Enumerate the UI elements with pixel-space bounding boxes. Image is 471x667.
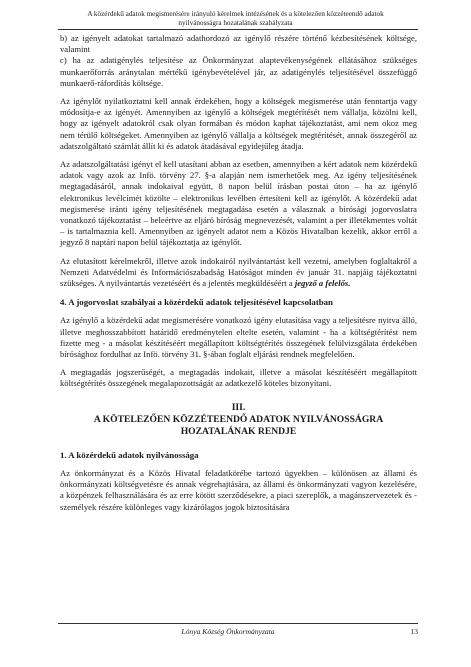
paragraph-b: b) az igényelt adatokat tartalmazó adathordozó az igénylő részére történő kézbesítésének költsége, valamint xyxy=(60,33,417,55)
page-number: 13 xyxy=(410,627,418,636)
paragraph-register xyxy=(60,256,417,290)
paragraph-statement: Az igénylőt nyilatkoztatni kell annak érdekében, hogy a költségek megismerése után fenntartja vagy módosítja-e az igényét. Amennyiben az igénylő a költségek megtérítését nem vállalja, közölni kell, hogy az igényelt adatokról csak olyan formában és módon kaphat tájékoztatást, ami nem okoz meg nem térülő költségeket. Amennyiben az igénylő vállalja a költségek megtérítését, annak összegéről az adatszolgáltató számlát állít ki és adatok átadásával egyidejűleg átadja. xyxy=(60,96,417,151)
register-text: Az elutasított kérelmekről, illetve azok indokairól nyilvántartást kell vezetni, amelyben foglaltakról a Nemzeti Adatvédelmi és Információszabadság Hatóságot minden év január 31. napjáig tájékoztatni szükséges. A nyilvántartás vezetéséért és a jelentés megküldéséért a xyxy=(60,255,417,289)
footer-text: Lónya Község Önkormányzata xyxy=(181,627,275,636)
header-line-2: nyilvánosságra hozatalának szabályzata xyxy=(178,19,293,27)
document-body xyxy=(60,33,417,520)
chapter-title-line-2: HOZATALÁNAK RENDJE xyxy=(180,425,297,437)
header-rule xyxy=(58,29,418,30)
chapter-number: III. xyxy=(231,401,246,413)
paragraph-publicity: Az önkormányzat és a Közös Hivatal feladatkörébe tartozó ügyekben – különösen az állami és önkormányzati költségvetésre és annak végrehajtására, az állami és önkormányzati vagyon kezelésére, a közpénzek felhasználására és az erre kötött szerződésekre, a piaci szereplők, a magánszervezetek és -személyek részére különleges vagy kizárólagos jogok biztosítására xyxy=(60,467,417,512)
chapter-heading xyxy=(60,402,417,438)
chapter-title-line-1: A KÖTELEZŐEN KÖZZÉTEENDŐ ADATOK NYILVÁNOSSÁGRA xyxy=(93,413,384,425)
paragraph-burden-of-proof: A megtagadás jogszerűségét, a megtagadás indokait, illetve a másolat készítéséért megállapított költségtérítés összegének megalapozottságát az adatkezelő köteles bizonyítani. xyxy=(60,367,417,389)
footer-rule xyxy=(58,623,418,624)
paragraph-court: Az igénylő a közérdekű adat megismerésére vonatkozó igény elutasítása vagy a teljesítésre nyitva álló, illetve meghosszabbított határidő eredménytelen eltelte esetén, valamint - ha a költségtérítést nem fizette meg - a másolat készítéséért megállapított költségtérítés összegének felülvizsgálata érdekében bírósághoz fordulhat az Infö. törvény 31. §-ában foglalt eljárási rendnek megfelelően. xyxy=(60,315,417,360)
paragraph-c: c) ha az adatigénylés teljesítése az Önkormányzat alaptevékenységének ellátásához szükséges munkaerőforrás aránytalan mértékű igénybevételével jár, az adatigénylés teljesítésével összefüggő munkaerő-ráfordítás költsége. xyxy=(60,55,417,88)
paragraph-refusal: Az adatszolgáltatási igényt el kell utasítani abban az esetben, amennyiben a kért adatok nem közérdekű adatok vagy azok az Infö. törvény 27. §-a alapján nem ismerhetőek meg. Az igény teljesítésének megtagadásáról, annak indokaival együtt, 8 napon belül írásban postai úton – ha az igénylő elektronikus levélcímét közölte – elektronikus levélben értesíteni kell az igénylőt. A közérdekű adat megismerése iránti igény teljesítésének megtagadása esetén a válasznak a bírósági jogorvoslatra vonatkozó tájékoztatást – beleértve az eljáró bíróság megnevezését, valamint a per illetékmentes voltát – is tartalmaznia kell. Amennyiben az igényelt adatot nem a Közös Hivatalban kezelik, akkor erről a jegyző 8 naptári napon belül tájékoztatja az igénylőt. xyxy=(60,159,417,248)
header-line-1: A közérdekű adatok megismerésére irányuló kérelmek intézésének és a kötelezően közzéteendő adatok xyxy=(87,10,384,18)
section-heading-publicity: 1. A közérdekű adatok nyilvánossága xyxy=(60,449,199,460)
section-heading-remedy: 4. A jogorvoslat szabályai a közérdekű adatok teljesítésével kapcsolatban xyxy=(60,297,333,308)
running-header xyxy=(58,10,413,28)
responsible-clerk: jegyző a felelős. xyxy=(294,278,351,289)
